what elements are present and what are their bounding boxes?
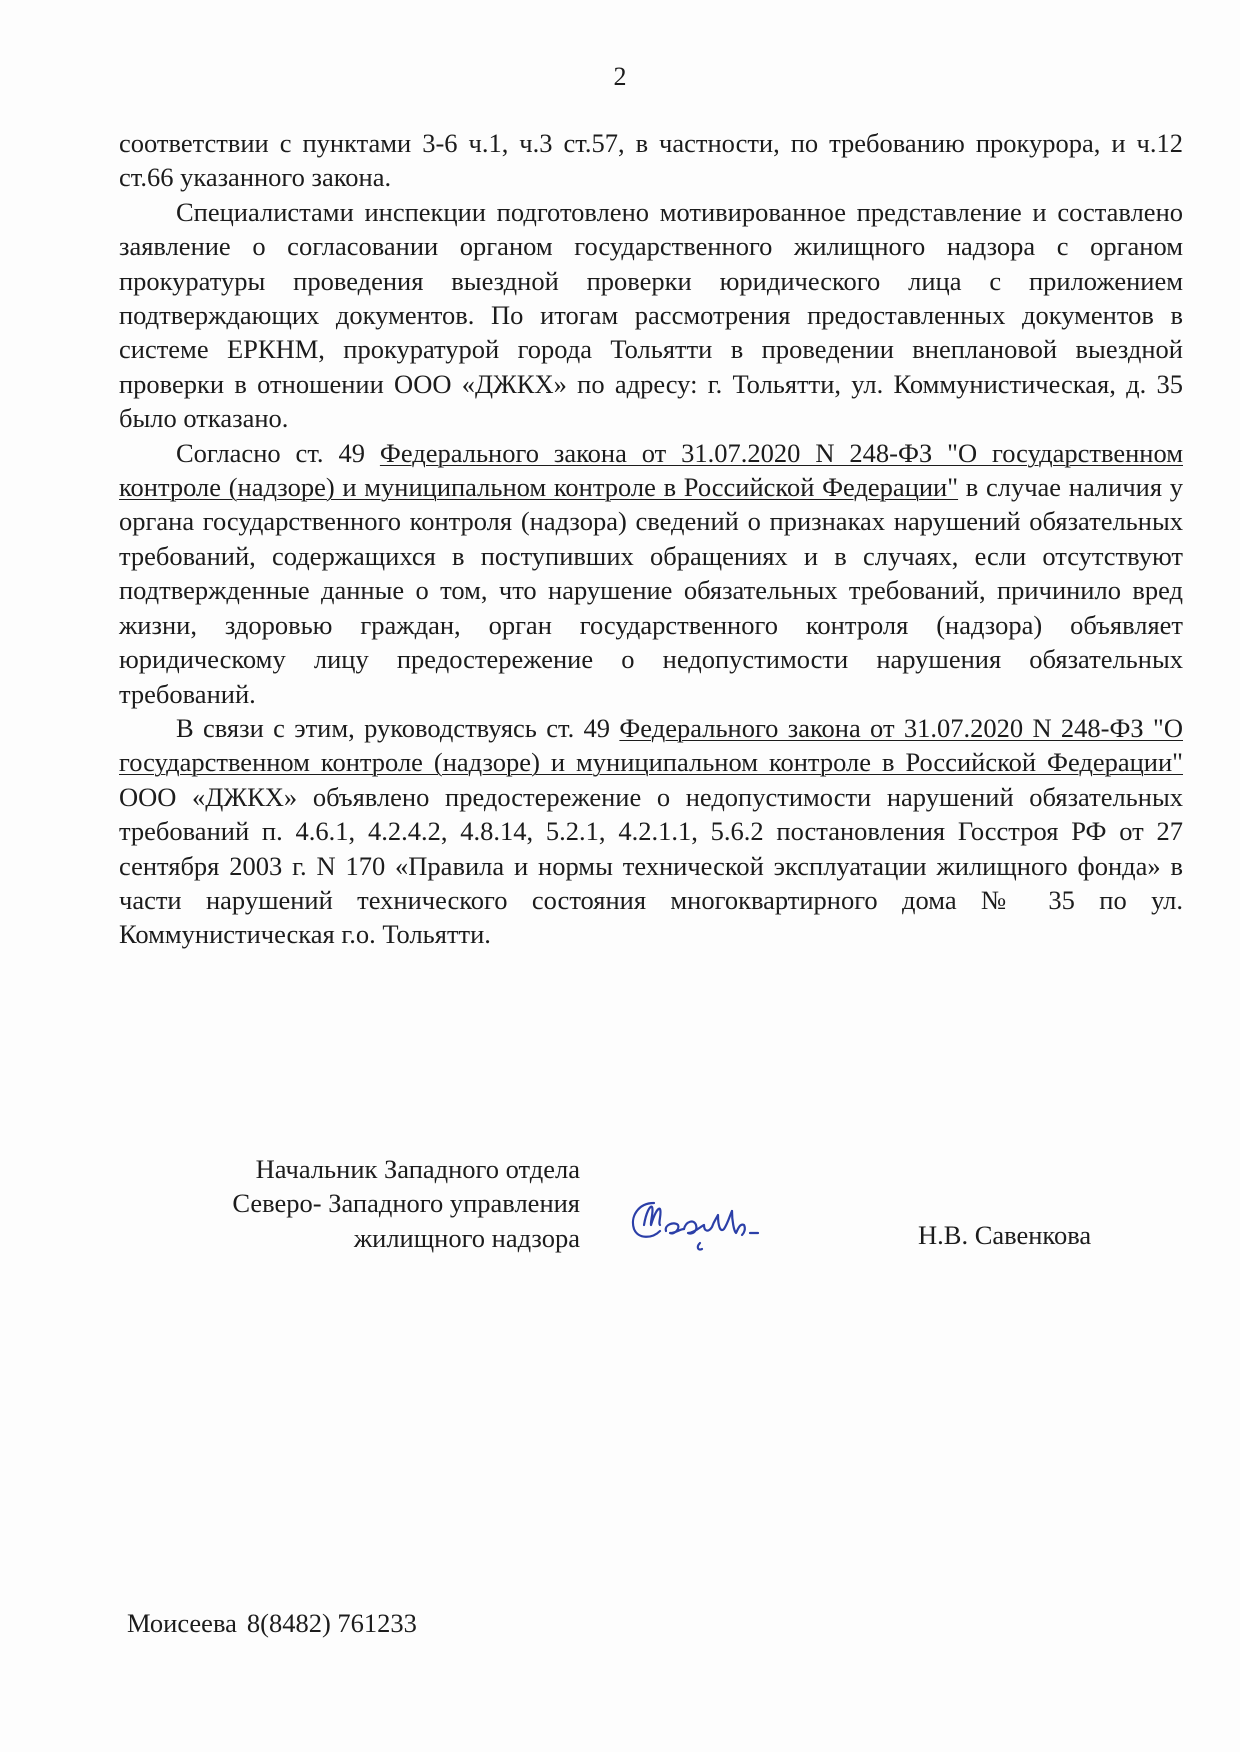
signatory-position [150,1152,580,1255]
paragraph-law-suffix: в случае наличия у органа государственного контроля (надзора) сведений о признаках нарушений обязательных требований, содержащихся в поступивших обращениях и в случаях, если отсутствуют подтвержденные данные о том, что нарушение обязательных требований, причинило вред жизни, здоровью граждан, орган государственного контроля (надзора) объявляет юридическому лицу предостережение о недопустимости нарушения обязательных требований. [119,472,1183,709]
paragraph-inspection: Специалистами инспекции подготовлено мотивированное представление и составлено заявление о согласовании органом государственного жилищного надзора с органом прокуратуры проведения выездной проверки юридического лица с приложением подтверждающих документов. По итогам рассмотрения предоставленных документов в системе ЕРКНМ, прокуратурой города Тольятти в проведении внеплановой выездной проверки в отношении ООО «ДЖКХ» по адресу: г. Тольятти, ул. Коммунистическая, д. 35 было отказано. [119,196,1183,434]
paragraph-law-reference [119,436,1183,711]
paragraph-warning [119,711,1183,952]
law-link-2[interactable]: Федерального закона от 31.07.2020 N 248-ФЗ "О государственном контроле (надзоре) и муниципальном контроле в Российской Федерации" [119,712,1183,778]
contact-info [127,1608,417,1639]
signatory-name: Н.В. Савенкова [918,1220,1092,1250]
contact-person: Моисеева [127,1608,237,1638]
position-line-3: жилищного надзора [353,1222,580,1253]
law-link-1[interactable]: Федерального закона от 31.07.2020 N 248-ФЗ "О государственном контроле (надзоре) и муниципальном контроле в Российской Федерации" [119,437,1183,503]
position-line-2: Северо- Западного управления [232,1188,580,1219]
contact-phone: 8(8482) 761233 [246,1608,417,1638]
position-line-1: Начальник Западного отдела [255,1154,580,1184]
document-body [119,126,1183,952]
paragraph-law-prefix: Согласно ст. 49 [176,437,380,468]
paragraph-continuation: соответствии с пунктами 3-6 ч.1, ч.3 ст.57, в частности, по требованию прокурора, и ч.12 ст.66 указанного закона. [119,128,1183,193]
handwritten-signature [624,1185,794,1255]
paragraph-warning-suffix: ООО «ДЖКХ» объявлено предостережение о недопустимости нарушений обязательных требований п. 4.6.1, 4.2.4.2, 4.8.14, 5.2.1, 4.2.1.1, 5.6.2 постановления Госстроя РФ от 27 сентября 2003 г. N 170 «Правила и нормы технической эксплуатации жилищного фонда» в части нарушений технического состояния многоквартирного дома № 35 по ул. Коммунистическая г.о. Тольятти. [119,781,1183,950]
paragraph-warning-prefix: В связи с этим, руководствуясь ст. 49 [176,712,620,743]
page-number: 2 [613,62,627,91]
